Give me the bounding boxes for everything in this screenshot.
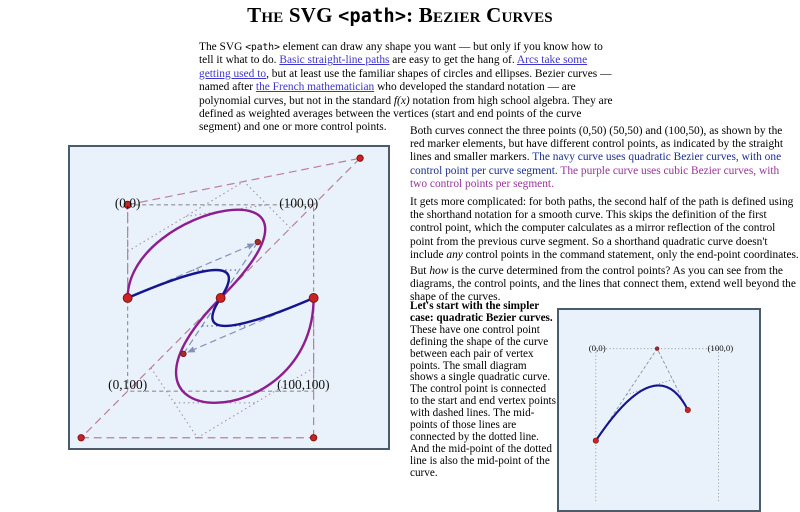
paragraph-how-determined	[410, 265, 799, 305]
label-100-100: (100,100)	[277, 376, 330, 392]
paragraph-quadratic-intro	[410, 301, 557, 480]
p1-text: Both curves connect the three points (0,50) (50,50) and (100,50), as shown by the red marker elements, but have different control points, as indicated by the straight lines and smaller markers.	[410, 125, 784, 164]
intro-text: The SVG	[199, 41, 246, 53]
midpoint-dotted-top	[128, 181, 291, 251]
label-0-0: (0,0)	[114, 195, 141, 211]
small-start-marker	[593, 438, 598, 443]
title-pre: The SVG	[247, 3, 339, 27]
intro-text: element can draw any shape you want — but only if you know how to tell it what to do.	[199, 41, 603, 67]
intro-text: notation from high school algebra. They are defined as weighted averages between the vertices (start and end points of the curve segment) and one or more control points.	[199, 94, 613, 134]
quad-control-marker-70-20	[255, 239, 261, 245]
any-italic: any	[446, 248, 463, 261]
small-label-100-0: (100,0)	[707, 343, 734, 354]
purple-cubic-curve	[128, 210, 314, 403]
small-control-arms	[596, 349, 688, 441]
quad-control-marker-30-80	[181, 351, 187, 357]
small-label-0-0: (0,0)	[588, 343, 606, 354]
vertex-marker-100-50	[309, 293, 318, 302]
intro-text: , but at least use the familiar shapes of circles and ellipses. Bezier curves — named after	[199, 67, 612, 94]
purple-curve-sentence: The purple curve uses cubic Bezier curves, with two control points per segment.	[410, 164, 780, 190]
vertex-marker-50-50	[216, 293, 225, 302]
link-arcs[interactable]: Arcs take some getting used to	[199, 54, 588, 80]
title-post: : Bezier Curves	[406, 3, 553, 27]
link-straight-line-paths[interactable]: Basic straight-line paths	[279, 54, 390, 67]
bezier-comparison-diagram	[68, 145, 390, 450]
cubic-control-marker-125--25	[357, 155, 363, 161]
paragraph-both-curves	[410, 125, 799, 191]
small-end-marker	[685, 407, 690, 412]
vertex-marker-0-50	[123, 293, 132, 302]
fx-italic: f(x)	[393, 94, 410, 107]
navy-curve-sentence: The navy curve uses quadratic Bezier curves, with one control point per curve segment.	[410, 151, 782, 177]
intro-text: are easy to get the hang of.	[389, 54, 517, 67]
single-quadratic-svg	[559, 310, 759, 510]
single-quadratic-diagram	[557, 308, 761, 512]
bezier-comparison-svg	[70, 147, 388, 448]
cubic-control-marker--25-125	[78, 435, 84, 441]
p2-text: It gets more complicated: for both paths, the second half of the path is defined using the shorthand notation for a smooth curve. This skips the definition of the first control point, which the computer calculates as a mirror reflection of the control point from the previous curve segment. So a shorthand quadratic curve doesn't include	[410, 196, 794, 261]
small-grid-dotted	[596, 349, 719, 504]
paragraph-shorthand	[410, 196, 799, 262]
small-navy-quadratic-curve	[596, 385, 688, 440]
p4-text: These have one control point defining the shape of the curve between each pair of vertex points. The small diagram shows a single quadratic curve. The control point is connected to the start and end vertex points with dashed lines. The mid-points of those lines are connected by the dotted line. And the mid-point of the dotted line is also the mid-point of the curve.	[410, 323, 557, 479]
link-french-mathematician[interactable]: the French mathematician	[255, 81, 375, 94]
small-diagram-labels	[589, 343, 734, 353]
lets-start-bold: Let's start with the simpler case: quadratic Bezier curves.	[410, 300, 553, 324]
label-0-100: (0,100)	[108, 376, 148, 392]
p3-text: But	[410, 265, 430, 277]
how-italic: how	[429, 265, 449, 277]
page-title	[0, 3, 800, 28]
label-100-0: (100,0)	[279, 195, 319, 211]
intro-text: who developed the standard notation — are polynomial curves, but not in the standard	[199, 81, 576, 107]
title-path-code: <path>	[338, 6, 407, 27]
cubic-control-marker-100-125	[310, 435, 316, 441]
path-inline-code: <path>	[245, 42, 280, 53]
small-control-marker	[655, 347, 659, 351]
p2-text-end: control points in the command statement, only the end-point coordinates.	[462, 248, 799, 261]
intro-paragraph	[199, 41, 617, 135]
p3-text-end: is the curve determined from the control points? As you can see from the diagrams, the control points, and the lines that connect them, extend well beyond the shape of the curves.	[410, 265, 796, 304]
